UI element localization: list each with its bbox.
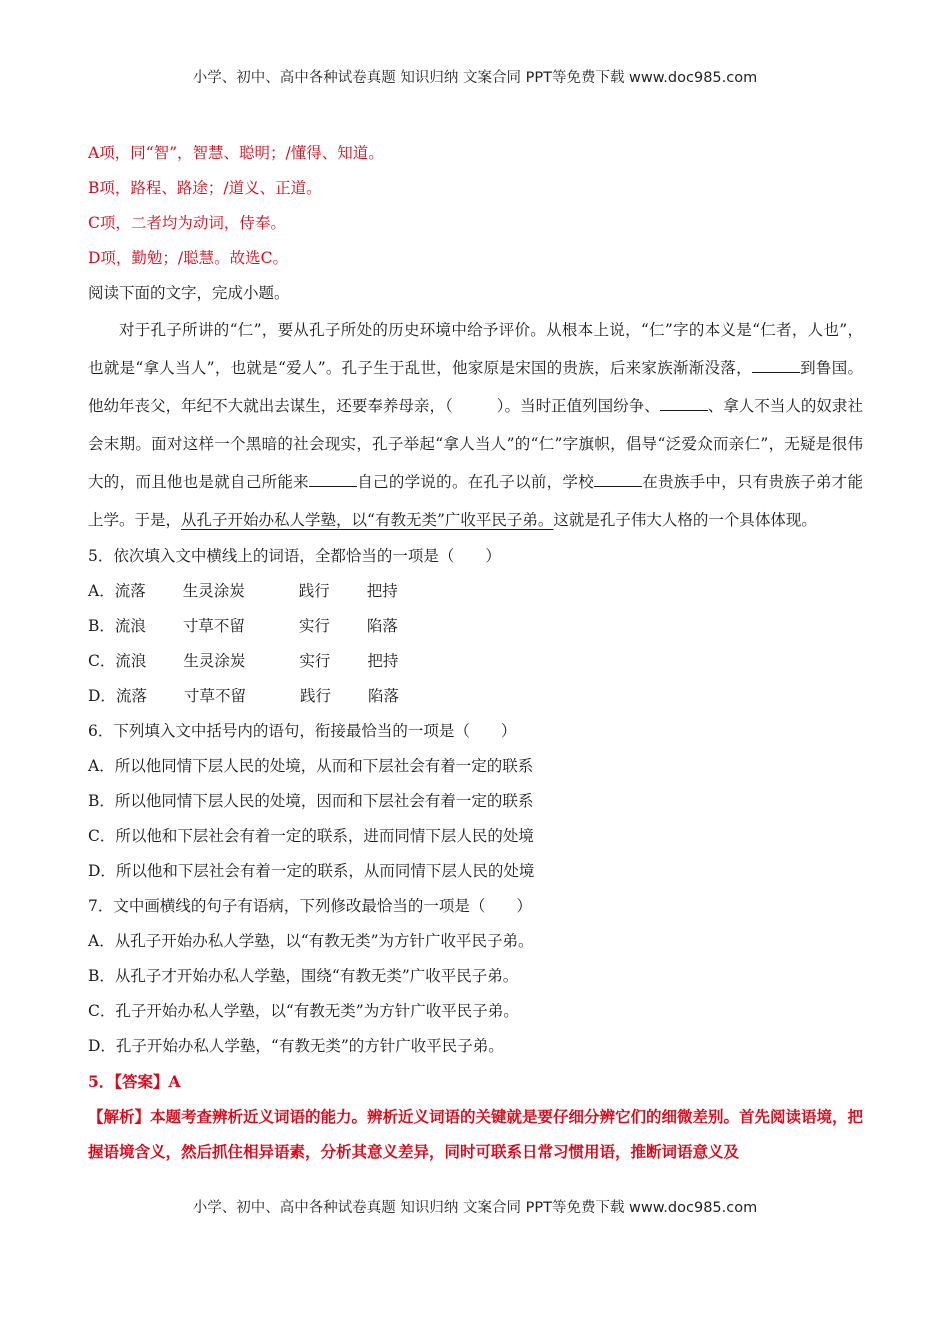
paren-close: ） [496, 397, 505, 415]
q5-option-b: B．流浪 寸草不留 实行 陷落 [88, 617, 398, 635]
blank-2 [660, 396, 708, 411]
q7-option-a: A．从孔子开始办私人学塾，以“有教无类”为方针广收平民子弟。 [88, 932, 534, 950]
prev-answer-b: B项，路程、路途；/道义、正道。 [88, 179, 322, 197]
q6-option-c: C．所以他和下层社会有着一定的联系，进而同情下层人民的处境 [88, 827, 534, 845]
q5-option-d: D．流落 寸草不留 践行 陷落 [88, 687, 399, 705]
document-body [88, 136, 863, 1169]
q7-stem: 7．文中画横线的句子有语病，下列修改最恰当的一项是（ ） [88, 897, 532, 915]
prev-answer-a: A项，同“智”，智慧、聪明；/懂得、知道。 [88, 144, 384, 162]
q7-option-c: C．孔子开始办私人学塾，以“有教无类”为方针广收平民子弟。 [88, 1002, 519, 1020]
prev-answer-c: C项，二者均为动词，侍奉。 [88, 214, 286, 232]
underlined-sentence: 从孔子开始办私人学塾，以“有教无类”广收平民子弟。 [181, 511, 554, 529]
prev-answer-d: D项，勤勉；/聪慧。故选C。 [88, 249, 289, 267]
q6-option-b: B．所以他同情下层人民的处境，因而和下层社会有着一定的联系 [88, 792, 534, 810]
q6-stem: 6．下列填入文中括号内的语句，衔接最恰当的一项是（ ） [88, 722, 517, 740]
paren-open: （ [444, 397, 453, 415]
page-footer: 小学、初中、高中各种试卷真题 知识归纳 文案合同 PPT等免费下载 www.doc985.com [192, 1200, 758, 1216]
q6-option-d: D．所以他和下层社会有着一定的联系，从而同情下层人民的处境 [88, 862, 535, 880]
blank-4 [594, 472, 642, 487]
q7-option-d: D．孔子开始办私人学塾，“有教无类”的方针广收平民子弟。 [88, 1037, 504, 1055]
q6-option-a: A．所以他同情下层人民的处境，从而和下层社会有着一定的联系 [88, 757, 534, 775]
answer-analysis: 【解析】本题考查辨析近义词语的能力。辨析近义词语的关键就是要仔细分辨它们的细微差别。首先阅读语境，把握语境含义，然后抓住相异语素，分析其意义差异，同时可联系日常习惯用语，推断词语意义及 [88, 1107, 864, 1161]
blank-3 [309, 472, 357, 487]
q5-option-c: C．流浪 生灵涂炭 实行 把持 [88, 652, 399, 670]
reading-passage: 对于孔子所讲的“仁”，要从孔子所处的历史环境中给予评价。从根本上说，“仁”字的本义是“仁者，人也”，也就是“拿人当人”，也就是“爱人”。孔子生于乱世，他家原是宋国的贵族，后来家族渐渐没落， 到鲁国。他幼年丧父，年纪不大就出去谋生，还要奉养母亲，（ ）。当时正值列国纷争、 、拿人不当人的奴隶社会末期。面对这样一个黑暗的社会现实，孔子举起“拿人当人”的“仁”字旗帜，倡导“泛爱众而亲仁”，无疑是很伟大的，而且他也是就自己所能来 自己的学说的。在孔子以前，学校 在贵族手中，只有贵族子弟才能上学。于是，从孔子开始办私人学塾，以“有教无类”广收平民子弟。这就是孔子伟大人格的一个具体体现。 [88, 321, 863, 529]
q5-option-a: A．流落 生灵涂炭 践行 把持 [88, 582, 398, 600]
q5-stem: 5．依次填入文中横线上的词语，全都恰当的一项是（ ） [88, 547, 501, 565]
q7-option-b: B．从孔子才开始办私人学塾，围绕“有教无类”广收平民子弟。 [88, 967, 519, 985]
blank-1 [752, 358, 800, 373]
answer-label: 5．【答案】A [88, 1072, 181, 1091]
reading-instruction: 阅读下面的文字，完成小题。 [88, 284, 290, 302]
page-header: 小学、初中、高中各种试卷真题 知识归纳 文案合同 PPT等免费下载 www.doc985.com [192, 70, 758, 86]
